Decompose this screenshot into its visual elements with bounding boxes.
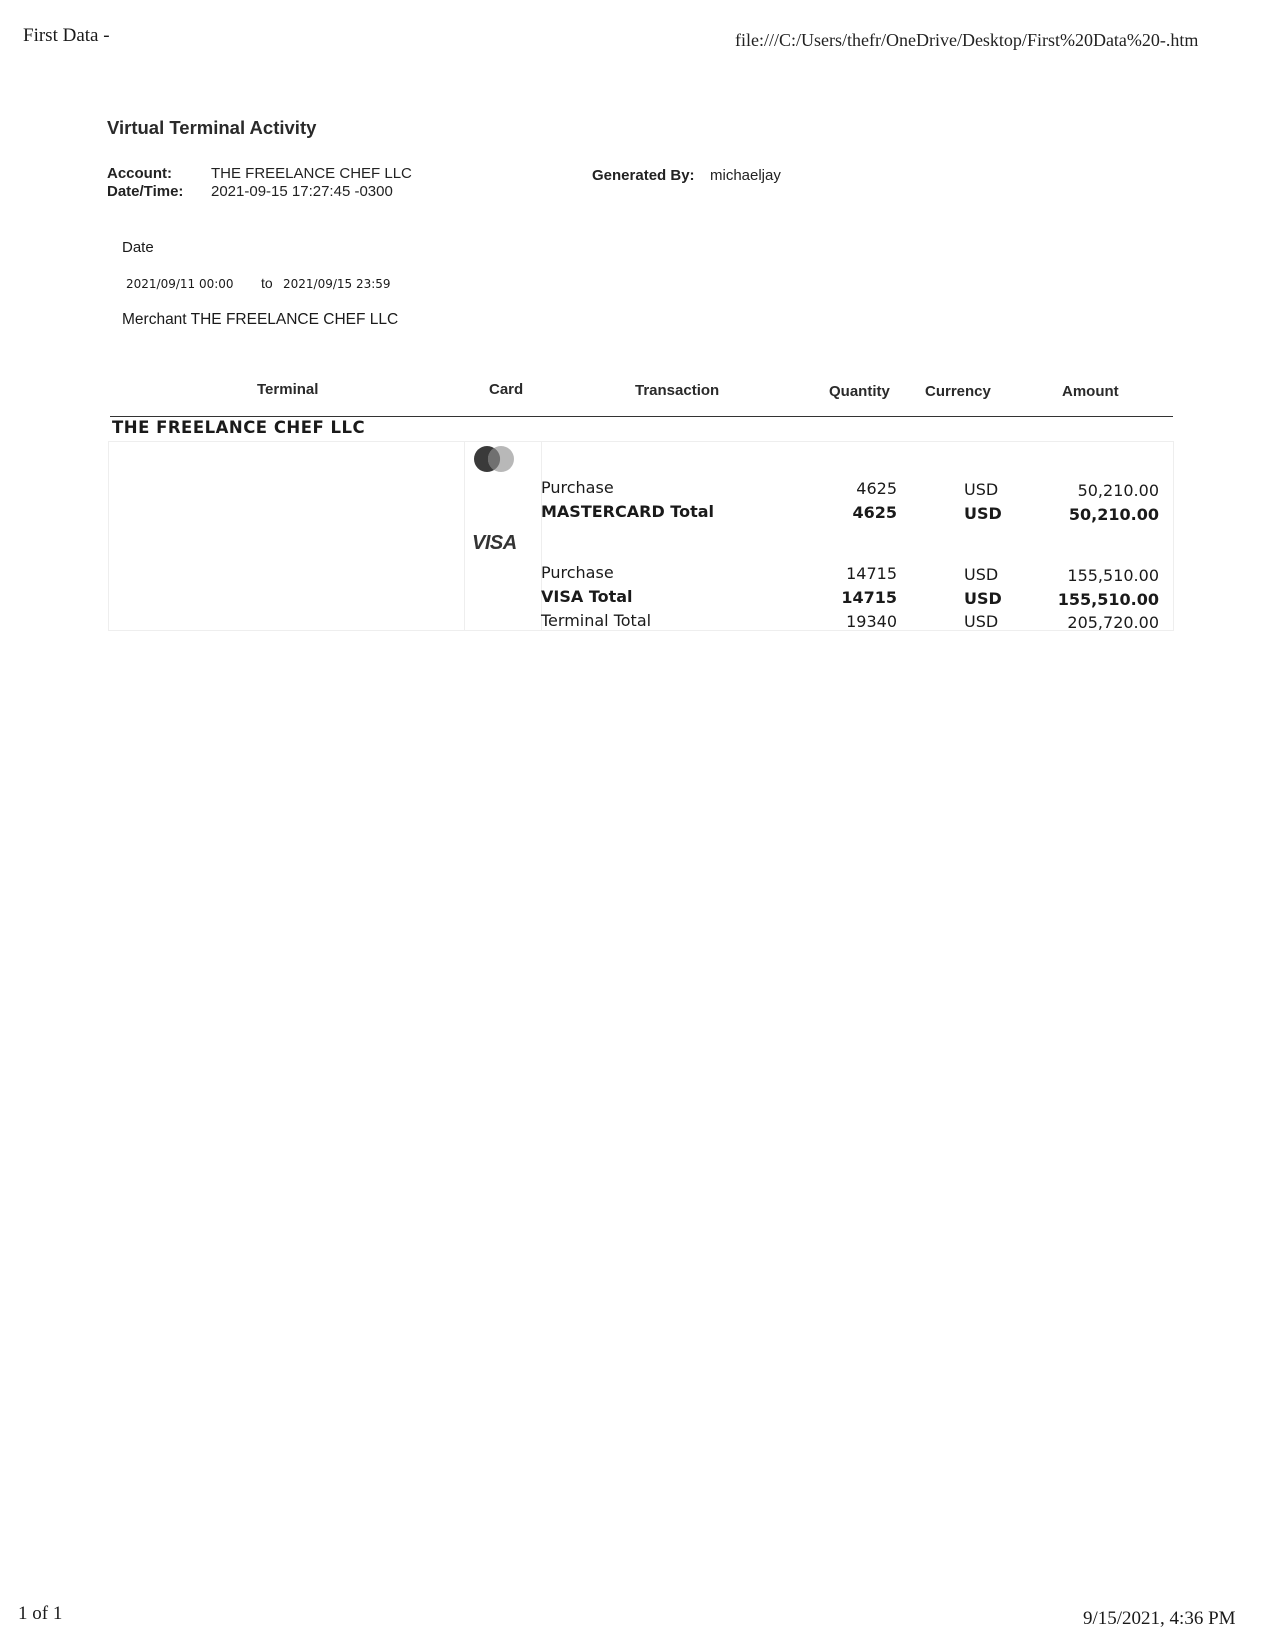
terminal-name: THE FREELANCE CHEF LLC: [112, 418, 366, 437]
mastercard-logo-icon: [470, 444, 518, 474]
mastercard-total-label: MASTERCARD Total: [541, 502, 714, 521]
table-row-amount: 155,510.00: [1067, 566, 1159, 585]
print-footer-page-number: 1 of 1: [18, 1603, 63, 1624]
table-row-transaction: Purchase: [541, 478, 614, 497]
column-header-terminal: Terminal: [257, 381, 319, 398]
column-header-amount: Amount: [1062, 383, 1119, 400]
visa-total-currency: USD: [964, 589, 1002, 608]
table-row-quantity: 14715: [846, 564, 897, 583]
table-row-currency: USD: [964, 565, 999, 584]
account-value: THE FREELANCE CHEF LLC: [211, 165, 412, 182]
visa-total-quantity: 14715: [841, 588, 897, 607]
print-footer-datetime: 9/15/2021, 4:36 PM: [1083, 1608, 1236, 1629]
datetime-label: Date/Time:: [107, 183, 184, 200]
table-row-currency: USD: [964, 480, 999, 499]
terminal-total-quantity: 19340: [846, 612, 897, 631]
visa-logo: VISA: [472, 532, 517, 554]
report-title: Virtual Terminal Activity: [107, 117, 317, 138]
table-row-transaction: Purchase: [541, 563, 614, 582]
date-filter-label: Date: [122, 239, 154, 256]
column-header-card: Card: [489, 381, 524, 398]
terminal-total-currency: USD: [964, 612, 999, 631]
table-row-quantity: 4625: [856, 479, 897, 498]
visa-total-label: VISA Total: [541, 587, 633, 606]
mastercard-total-amount: 50,210.00: [1068, 505, 1159, 524]
terminal-total-amount: 205,720.00: [1067, 613, 1159, 632]
print-header-title: First Data -: [23, 25, 110, 46]
date-from-value: 2021/09/11 00:00: [126, 277, 234, 291]
visa-total-amount: 155,510.00: [1057, 590, 1159, 609]
terminal-total-label: Terminal Total: [541, 611, 652, 630]
mastercard-total-currency: USD: [964, 504, 1002, 523]
date-to-value: 2021/09/15 23:59: [283, 277, 391, 291]
column-header-transaction: Transaction: [635, 382, 720, 399]
mastercard-total-quantity: 4625: [852, 503, 897, 522]
generated-by-label: Generated By:: [592, 167, 695, 184]
account-label: Account:: [107, 165, 172, 182]
generated-by-value: michaeljay: [710, 167, 781, 184]
column-header-currency: Currency: [925, 383, 991, 400]
table-row-amount: 50,210.00: [1077, 481, 1159, 500]
column-header-quantity: Quantity: [829, 383, 890, 400]
date-range-separator: to: [261, 275, 273, 291]
merchant-filter: Merchant THE FREELANCE CHEF LLC: [122, 311, 399, 328]
table-header-rule: [110, 416, 1173, 417]
datetime-value: 2021-09-15 17:27:45 -0300: [211, 183, 393, 200]
print-header-url: file:///C:/Users/thefr/OneDrive/Desktop/First%20Data%20-.htm: [735, 30, 1199, 50]
